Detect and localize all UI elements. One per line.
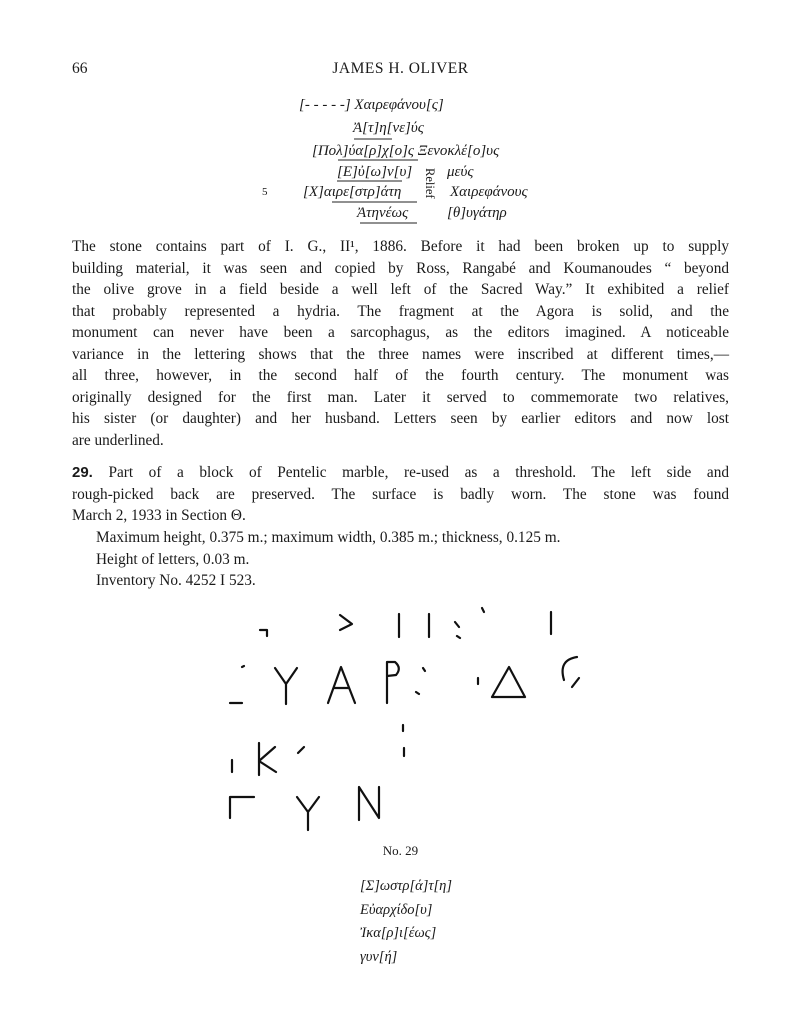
text-line: monument can never have been a sarcophagus, as the editors imagined. A noticeable <box>72 324 729 341</box>
inscription-line-4: γυν[ή] <box>360 948 398 965</box>
letter-alpha <box>328 667 355 703</box>
inscription-line-5b: Χαιρεφάνους <box>450 184 528 200</box>
letter-fragment <box>298 747 304 753</box>
text-line: originally designed for the first man. Later it served to commemorate two relatives, <box>72 388 729 406</box>
text-line: Part of a block of Pentelic marble, re-used as a threshold. The left side and <box>108 464 729 481</box>
inscription-29 <box>360 875 452 969</box>
inscription-28 <box>0 0 801 240</box>
letter-fragment <box>416 692 419 694</box>
letter-nu <box>359 787 379 820</box>
letter-fragment <box>242 666 244 667</box>
text-line: are underlined. <box>72 431 164 449</box>
inscription-line-3: [Πολ]ύα[ρ]χ[ο]ς Ξενοκλέ[ο]υς <box>312 143 500 159</box>
text-line: the olive grove in a field beside a well left of the Sacred Way.” It exhibited a relief <box>72 281 729 298</box>
text-line: variance in the lettering shows that the three names were inscribed at different times,— <box>72 345 729 363</box>
letter-upsilon <box>275 668 297 704</box>
figure-caption: No. 29 <box>382 843 419 858</box>
inventory-number: Inventory No. 4252 I 523. <box>96 572 256 589</box>
text-line: March 2, 1933 in Section Θ. <box>72 507 246 524</box>
measurements: Maximum height, 0.375 m.; maximum width, 0.385 m.; thickness, 0.125 m. <box>96 529 561 546</box>
text-line: that probably represented a hydria. The fragment at the Agora is solid, and the <box>72 302 729 320</box>
letter-gamma <box>230 797 254 818</box>
text-line: all three, however, in the second half of the fourth century. The monument was <box>72 367 729 384</box>
text-line: The stone contains part of I. G., II¹, 1886. Before it had been broken up to supply <box>72 238 729 255</box>
text-line: rough-picked back are preserved. The surface is badly worn. The stone was found <box>72 485 729 503</box>
letter-upsilon <box>297 797 319 830</box>
inscription-line-6b: [θ]υγάτηρ <box>447 205 507 221</box>
letter-fragment <box>482 608 484 612</box>
inscription-line-2: Ἀ[τ]η[νε]ύς <box>353 120 424 136</box>
entry-29-description <box>72 462 729 527</box>
inscription-line-4: [Ε]ὐ[ω]ν[υ] <box>337 164 413 180</box>
running-head: JAMES H. OLIVER <box>332 60 469 77</box>
letter-fragment <box>457 636 460 638</box>
letter-fragment <box>572 678 579 687</box>
inscription-line-1: [- - - - -] Χαιρεφάνου[ς] <box>299 97 444 113</box>
inscription-line-2: Εὐαρχίδο[υ] <box>360 901 433 918</box>
inscription-line-3: Ἰκα[ρ]ι[έως] <box>360 925 437 941</box>
letter-fragment <box>423 668 425 671</box>
text-line: his sister (or daughter) and her husband. Letters seen by earlier editors and now lost <box>72 410 729 427</box>
inscription-line-5: [Χ]αιρε[στρ]άτη <box>303 184 402 200</box>
letter-fragment <box>340 615 352 630</box>
letter-sigma <box>563 657 577 680</box>
underline-marks <box>0 0 801 240</box>
inscription-line-4b: μεύς <box>447 164 474 180</box>
letter-fragment <box>455 622 459 627</box>
page-number: 66 <box>72 60 88 77</box>
text-line: building material, it was seen and copied by Ross, Rangabé and Koumanoudes “ beyond <box>72 259 729 277</box>
commentary-paragraph <box>72 236 729 451</box>
inscription-line-1: [Σ]ωστρ[ά]τ[η] <box>360 878 453 894</box>
line-number-5: 5 <box>262 186 268 198</box>
letter-fragment <box>260 630 267 636</box>
letter-kappa <box>259 743 276 775</box>
letter-delta <box>492 667 525 697</box>
letter-rho <box>387 662 399 703</box>
inscription-drawing <box>220 600 600 840</box>
inscription-line-6: Ἀτηνέως <box>357 205 409 221</box>
letter-height: Height of letters, 0.03 m. <box>96 551 250 568</box>
relief-label: Relief <box>423 168 437 199</box>
entry-number: 29. <box>72 464 93 481</box>
